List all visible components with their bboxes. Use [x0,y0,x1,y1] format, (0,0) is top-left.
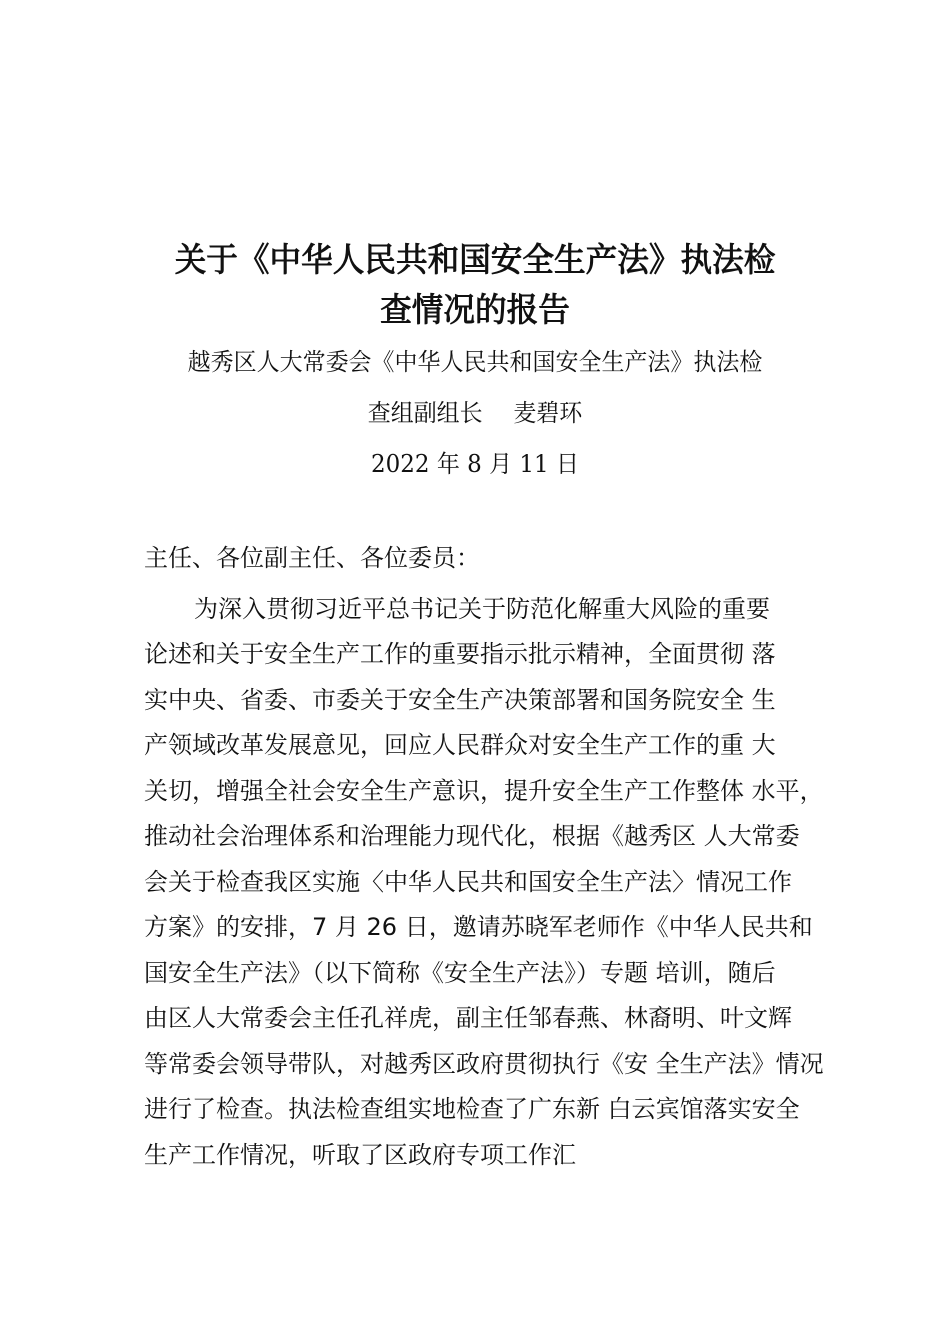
body-line: 产领域改革发展意见，回应人民群众对安全生产工作的重 大 [144,731,776,759]
body-line: 进行了检查。执法检查组实地检查了广东新 白云宾馆落实安全 [144,1095,800,1123]
salutation: 主任、各位副主任、各位委员： [144,544,480,572]
body-line: 关切，增强全社会安全生产意识，提升安全生产工作整体 水平， [144,777,824,805]
body-line: 方案》的安排，7 月 26 日，邀请苏晓军老师作《中华人民共和 [144,913,813,941]
body-line: 实中央、省委、市委关于安全生产决策部署和国务院安全 生 [144,686,776,714]
author-role: 查组副组长 [367,399,483,427]
report-title-line-2: 查情况的报告 [380,290,570,329]
body-line: 推动社会治理体系和治理能力现代化，根据《越秀区 人大常委 [144,822,800,850]
body-line: 等常委会领导带队，对越秀区政府贯彻执行《安 全生产法》情况 [144,1050,824,1078]
body-line: 会关于检查我区实施〈中华人民共和国安全生产法〉情况工作 [144,868,792,896]
body-line: 国安全生产法》（以下简称《安全生产法》）专题 培训，随后 [144,959,776,987]
author-line [20,397,930,429]
author-affiliation: 越秀区人大常委会《中华人民共和国安全生产法》执法检 [187,348,763,376]
body-line: 生产工作情况，听取了区政府专项工作汇 [144,1141,576,1169]
report-title-line-1: 关于《中华人民共和国安全生产法》执法检 [174,240,776,279]
report-date: 2022 年 8 月 11 日 [371,450,579,478]
author-name: 麦碧环 [513,399,583,427]
body-line: 论述和关于安全生产工作的重要指示批示精神，全面贯彻 落 [144,640,776,668]
body-line: 为深入贯彻习近平总书记关于防范化解重大风险的重要 [194,595,770,623]
body-line: 由区人大常委会主任孔祥虎，副主任邹春燕、林裔明、叶文辉 [144,1004,792,1032]
